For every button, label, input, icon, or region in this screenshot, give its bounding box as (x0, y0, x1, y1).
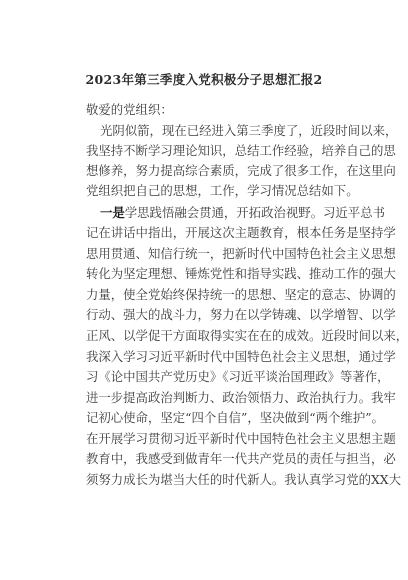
paragraph2-line: 在开展学习贯彻习近平新时代中国特色社会主义思想主题 (86, 431, 396, 446)
paragraph2-line: 须努力成长为堪当大任的时代新人。我认真学习党的XX大 (86, 472, 402, 487)
paragraph2-line: 行动、强大的战斗力，努力在以学铸魂、以学增智、以学 (86, 307, 396, 322)
paragraph2-line: 记初心使命，坚定“四个自信”，坚决做到“两个维护”。 (86, 410, 384, 425)
paragraph2-line: 习《论中国共产党历史》《习近平谈治国理政》等著作， (86, 369, 390, 384)
paragraph1-line: 想修养，努力提高综合素质，完成了很多工作，在这里向 (86, 163, 396, 178)
paragraph2-line: 力量，使全党始终保持统一的思想、坚定的意志、协调的 (86, 287, 396, 302)
paragraph2-line: 进一步提高政治判断力、政治领悟力、政治执行力。我牢 (86, 390, 396, 405)
paragraph2-line: 正风、以学促干方面取得实实在在的成效。近段时间以来， (86, 328, 408, 343)
document-title: 2023年第三季度入党积极分子思想汇报2 (85, 72, 323, 87)
paragraph2-line: 教育中，我感受到做青年一代共产党员的责任与担当，必 (86, 451, 396, 466)
paragraph1-line: 我坚持不断学习理论知识，总结工作经验，培养自己的思 (86, 143, 396, 158)
paragraph2-line: 我深入学习习近平新时代中国特色社会主义思想，通过学 (86, 349, 396, 364)
paragraph2-line: 转化为坚定理想、锤炼党性和指导实践、推动工作的强大 (86, 266, 396, 281)
paragraph1-line: 党组织把自己的思想，工作，学习情况总结如下。 (86, 183, 359, 198)
paragraph2-first-line (100, 206, 385, 220)
paragraph2-lead: 一是 (100, 205, 125, 220)
paragraph2-line: 记在讲话中指出，开展这次主题教育，根本任务是坚持学 (86, 225, 396, 240)
paragraph1-line: 光阴似箭，现在已经进入第三季度了，近段时间以来， (100, 123, 398, 138)
paragraph2-line: 思用贯通、知信行统一，把新时代中国特色社会主义思想 (86, 246, 396, 261)
paragraph2-first-line-rest: 学思践悟融会贯通，开拓政治视野。习近平总书 (124, 205, 385, 220)
salutation: 敬爱的党组织： (86, 102, 173, 117)
